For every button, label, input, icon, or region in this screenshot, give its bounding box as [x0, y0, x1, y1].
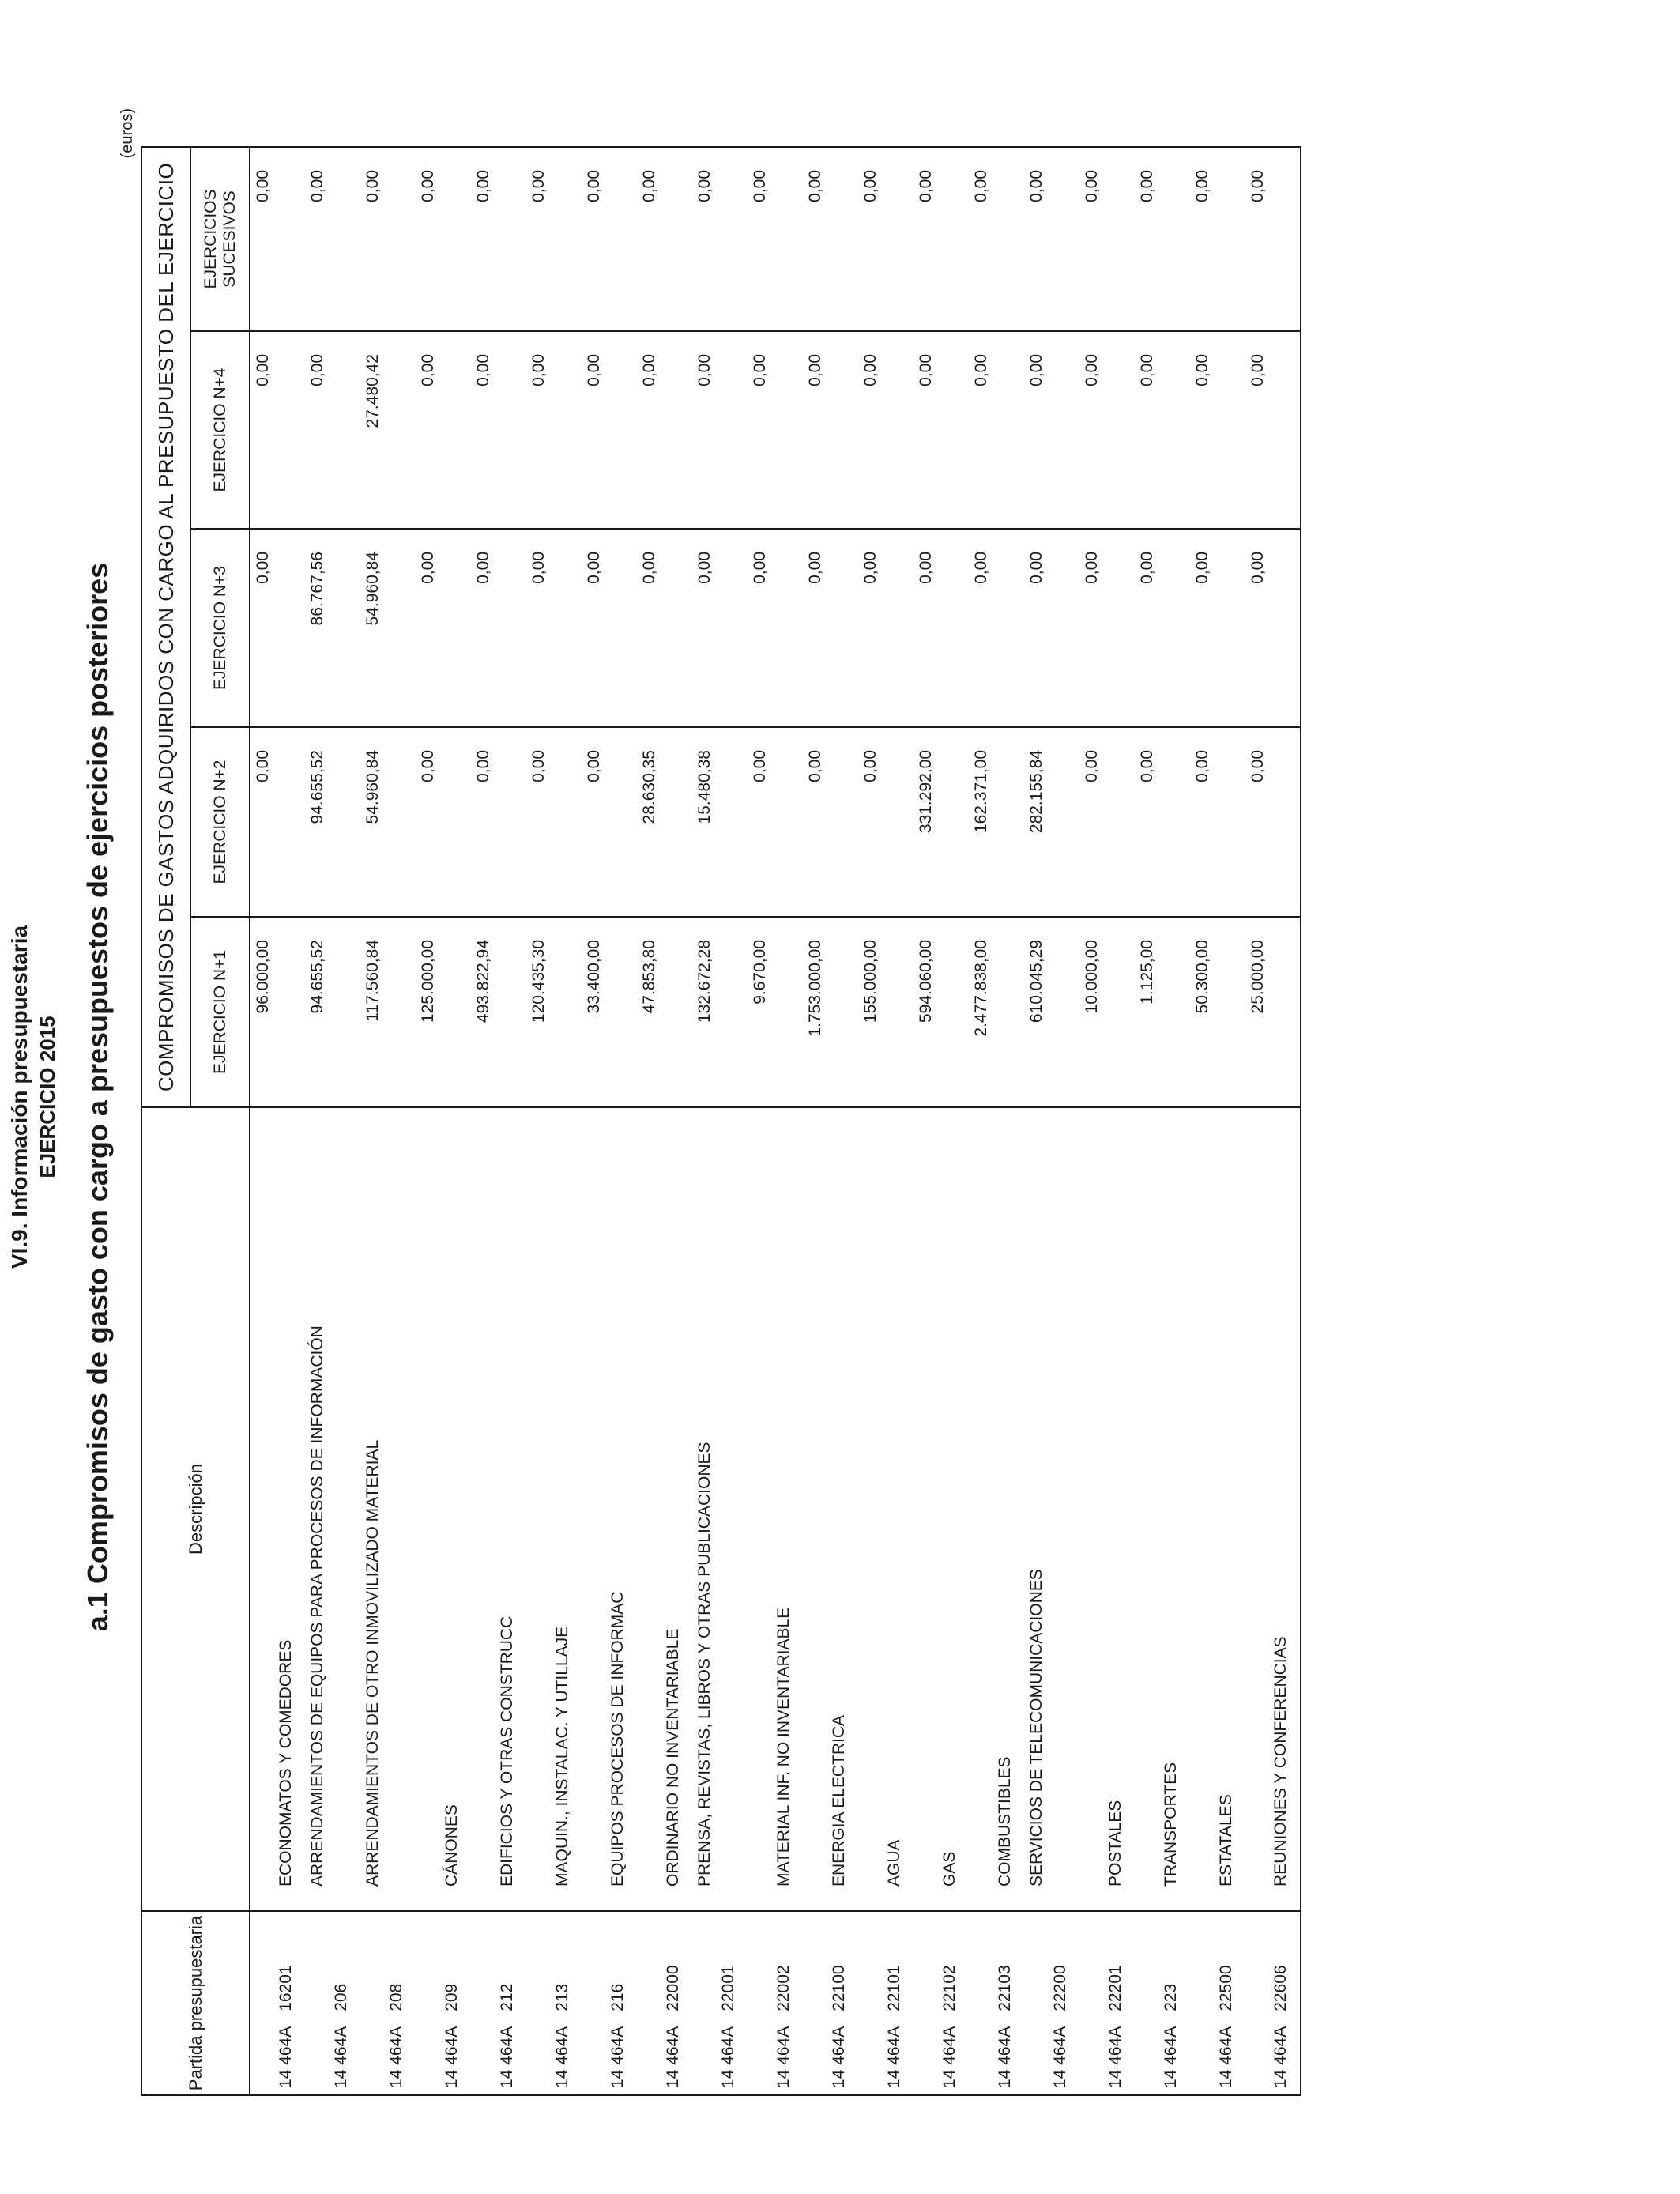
value-sucesivos: 0,00: [416, 147, 471, 331]
value-n2: 0,00: [471, 727, 526, 917]
partida-cell: [1079, 1911, 1135, 2095]
descripcion-cell: EQUIPOS PROCESOS DE INFORMAC: [582, 1107, 637, 1911]
header-ejercicio-n1: EJERCICIO N+1: [190, 917, 250, 1107]
value-n1: 94.655,52: [305, 917, 360, 1107]
descripcion-cell: ECONOMATOS Y COMEDORES: [250, 1107, 305, 1911]
partida-section: 14: [277, 2069, 295, 2088]
value-n4: 0,00: [1135, 331, 1190, 529]
table-row: [748, 147, 803, 2095]
partida-section: 14: [1271, 2069, 1290, 2088]
value-n1: 610.045,29: [1024, 917, 1079, 1107]
table-row: [526, 147, 582, 2095]
partida-cell: [692, 1911, 748, 2095]
partida-section: 14: [719, 2069, 737, 2088]
partida-cell: [637, 1911, 692, 2095]
value-n3: 0,00: [1245, 529, 1301, 727]
value-n2: 331.292,00: [913, 727, 969, 917]
descripcion-cell: MAQUIN., INSTALAC. Y UTILLAJE: [526, 1107, 582, 1911]
value-n1: 155.000,00: [858, 917, 913, 1107]
header-sucesivos-line1: EJERCICIOS: [201, 189, 220, 289]
partida-subconcept: 22606: [1271, 1965, 1290, 2011]
value-n1: 33.400,00: [582, 917, 637, 1107]
value-sucesivos: 0,00: [471, 147, 526, 331]
table-body: [250, 147, 1301, 2095]
table-title: a.1 Compromisos de gasto con cargo a presupuestos de ejercicios posteriores: [81, 562, 114, 1632]
value-n4: 0,00: [748, 331, 803, 529]
value-sucesivos: 0,00: [1135, 147, 1190, 331]
value-n1: 125.000,00: [416, 917, 471, 1107]
partida-section: 14: [940, 2069, 959, 2088]
table-row: [1245, 147, 1301, 2095]
value-n3: 0,00: [1024, 529, 1079, 727]
partida-section: 14: [774, 2069, 793, 2088]
descripcion-cell: ARRENDAMIENTOS DE OTRO INMOVILIZADO MATERIAL: [360, 1107, 416, 1911]
value-sucesivos: 0,00: [1024, 147, 1079, 331]
descripcion-cell: TRANSPORTES: [1135, 1107, 1190, 1911]
value-n2: 0,00: [1245, 727, 1301, 917]
value-n3: 86.767,56: [305, 529, 360, 727]
partida-program: 464A: [719, 2026, 737, 2065]
value-n2: 0,00: [416, 727, 471, 917]
value-n3: 54.960,84: [360, 529, 416, 727]
value-n2: 0,00: [582, 727, 637, 917]
partida-program: 464A: [387, 2026, 405, 2065]
value-n2: 162.371,00: [969, 727, 1024, 917]
value-n3: 0,00: [803, 529, 858, 727]
value-n2: 0,00: [526, 727, 582, 917]
value-n1: 9.670,00: [748, 917, 803, 1107]
value-sucesivos: 0,00: [1079, 147, 1135, 331]
value-n4: 0,00: [913, 331, 969, 529]
header-partida: Partida presupuestaria: [141, 1911, 250, 2095]
descripcion-cell: MATERIAL INF. NO INVENTARIABLE: [748, 1107, 803, 1911]
value-n3: 0,00: [858, 529, 913, 727]
partida-section: 14: [332, 2069, 350, 2088]
value-sucesivos: 0,00: [305, 147, 360, 331]
descripcion-cell: EDIFICIOS Y OTRAS CONSTRUCC: [471, 1107, 526, 1911]
commitments-table: [141, 146, 1301, 2096]
header-descripcion: Descripción: [141, 1107, 250, 1911]
value-n1: 594.060,00: [913, 917, 969, 1107]
value-sucesivos: 0,00: [803, 147, 858, 331]
value-sucesivos: 0,00: [1190, 147, 1245, 331]
descripcion-cell: PRENSA, REVISTAS, LIBROS Y OTRAS PUBLICACIONES: [692, 1107, 748, 1911]
partida-program: 464A: [443, 2026, 461, 2065]
value-n4: 0,00: [692, 331, 748, 529]
header-ejercicio-n3: EJERCICIO N+3: [190, 529, 250, 727]
value-n4: 0,00: [858, 331, 913, 529]
value-n3: 0,00: [526, 529, 582, 727]
partida-program: 464A: [830, 2026, 848, 2065]
partida-program: 464A: [940, 2026, 959, 2065]
partida-subconcept: 212: [498, 1983, 516, 2011]
partida-subconcept: 216: [608, 1983, 627, 2011]
partida-program: 464A: [277, 2026, 295, 2065]
partida-program: 464A: [885, 2026, 903, 2065]
value-n3: 0,00: [637, 529, 692, 727]
value-n2: 0,00: [1190, 727, 1245, 917]
partida-subconcept: 206: [332, 1983, 350, 2011]
partida-cell: [416, 1911, 471, 2095]
descripcion-cell: ENERGIA ELECTRICA: [803, 1107, 858, 1911]
table-row: [858, 147, 913, 2095]
value-n2: 0,00: [803, 727, 858, 917]
header-ejercicios-sucesivos: [190, 147, 250, 331]
table-row: [360, 147, 416, 2095]
value-sucesivos: 0,00: [360, 147, 416, 331]
value-n2: 0,00: [858, 727, 913, 917]
partida-subconcept: 223: [1162, 1983, 1180, 2011]
value-n2: 28.630,35: [637, 727, 692, 917]
partida-subconcept: 22201: [1106, 1965, 1124, 2011]
value-sucesivos: 0,00: [969, 147, 1024, 331]
value-n1: 1.125,00: [1135, 917, 1190, 1107]
partida-cell: [969, 1911, 1024, 2095]
table-row: [1024, 147, 1079, 2095]
partida-program: 464A: [498, 2026, 516, 2065]
table-row: [1079, 147, 1135, 2095]
value-n1: 96.000,00: [250, 917, 305, 1107]
header-compromisos-group: COMPROMISOS DE GASTOS ADQUIRIDOS CON CARGO AL PRESUPUESTO DEL EJERCICIO: [141, 147, 190, 1107]
value-sucesivos: 0,00: [1245, 147, 1301, 331]
value-n3: 0,00: [1190, 529, 1245, 727]
table-row: [913, 147, 969, 2095]
partida-section: 14: [443, 2069, 461, 2088]
partida-program: 464A: [1217, 2026, 1235, 2065]
table-row: [1190, 147, 1245, 2095]
value-n4: 0,00: [1245, 331, 1301, 529]
value-n1: 10.000,00: [1079, 917, 1135, 1107]
partida-section: 14: [387, 2069, 405, 2088]
header-ejercicio-n4: EJERCICIO N+4: [190, 331, 250, 529]
partida-cell: [360, 1911, 416, 2095]
descripcion-cell: COMBUSTIBLES: [969, 1107, 1024, 1911]
value-n2: 0,00: [1079, 727, 1135, 917]
value-n3: 0,00: [1079, 529, 1135, 727]
partida-section: 14: [830, 2069, 848, 2088]
value-sucesivos: 0,00: [250, 147, 305, 331]
value-n1: 1.753.000,00: [803, 917, 858, 1107]
table-row: [305, 147, 360, 2095]
value-n2: 0,00: [1135, 727, 1190, 917]
value-n3: 0,00: [416, 529, 471, 727]
value-n4: 27.480,42: [360, 331, 416, 529]
partida-program: 464A: [553, 2026, 571, 2065]
partida-cell: [250, 1911, 305, 2095]
descripcion-cell: GAS: [913, 1107, 969, 1911]
partida-subconcept: 22002: [774, 1965, 793, 2011]
header-ejercicio-n2: EJERCICIO N+2: [190, 727, 250, 917]
partida-program: 464A: [664, 2026, 682, 2065]
partida-program: 464A: [332, 2026, 350, 2065]
value-n2: 15.480,38: [692, 727, 748, 917]
descripcion-cell: AGUA: [858, 1107, 913, 1911]
descripcion-cell: ORDINARIO NO INVENTARIABLE: [637, 1107, 692, 1911]
partida-subconcept: 22100: [830, 1965, 848, 2011]
value-n3: 0,00: [692, 529, 748, 727]
units-label: (euros): [119, 108, 136, 159]
value-n1: 47.853,80: [637, 917, 692, 1107]
descripcion-cell: POSTALES: [1079, 1107, 1135, 1911]
value-n4: 0,00: [637, 331, 692, 529]
value-sucesivos: 0,00: [858, 147, 913, 331]
value-n4: 0,00: [1024, 331, 1079, 529]
value-n4: 0,00: [416, 331, 471, 529]
partida-section: 14: [664, 2069, 682, 2088]
partida-cell: [1024, 1911, 1079, 2095]
value-sucesivos: 0,00: [582, 147, 637, 331]
value-n4: 0,00: [250, 331, 305, 529]
value-n4: 0,00: [1190, 331, 1245, 529]
value-n3: 0,00: [748, 529, 803, 727]
value-n4: 0,00: [305, 331, 360, 529]
partida-section: 14: [608, 2069, 627, 2088]
value-n3: 0,00: [582, 529, 637, 727]
value-n2: 282.155,84: [1024, 727, 1079, 917]
descripcion-cell: ARRENDAMIENTOS DE EQUIPOS PARA PROCESOS DE INFORMACIÓN: [305, 1107, 360, 1911]
value-n1: 132.672,28: [692, 917, 748, 1107]
partida-cell: [582, 1911, 637, 2095]
table-row: [1135, 147, 1190, 2095]
table-row: [969, 147, 1024, 2095]
value-n1: 2.477.838,00: [969, 917, 1024, 1107]
partida-program: 464A: [608, 2026, 627, 2065]
partida-cell: [748, 1911, 803, 2095]
partida-cell: [913, 1911, 969, 2095]
value-sucesivos: 0,00: [526, 147, 582, 331]
value-n1: 25.000,00: [1245, 917, 1301, 1107]
value-n2: 0,00: [250, 727, 305, 917]
value-n3: 0,00: [250, 529, 305, 727]
partida-section: 14: [996, 2069, 1014, 2088]
partida-program: 464A: [1106, 2026, 1124, 2065]
value-n1: 50.300,00: [1190, 917, 1245, 1107]
partida-section: 14: [498, 2069, 516, 2088]
partida-subconcept: 208: [387, 1983, 405, 2011]
header-sucesivos-line2: SUCESIVOS: [220, 190, 239, 288]
value-n1: 120.435,30: [526, 917, 582, 1107]
partida-program: 464A: [1051, 2026, 1069, 2065]
value-n1: 117.560,84: [360, 917, 416, 1107]
value-n4: 0,00: [1079, 331, 1135, 529]
partida-cell: [305, 1911, 360, 2095]
partida-section: 14: [1217, 2069, 1235, 2088]
value-sucesivos: 0,00: [913, 147, 969, 331]
partida-section: 14: [1051, 2069, 1069, 2088]
partida-program: 464A: [774, 2026, 793, 2065]
partida-program: 464A: [996, 2026, 1014, 2065]
value-n2: 94.655,52: [305, 727, 360, 917]
value-sucesivos: 0,00: [692, 147, 748, 331]
table-row: [637, 147, 692, 2095]
partida-section: 14: [1162, 2069, 1180, 2088]
value-n4: 0,00: [803, 331, 858, 529]
value-n4: 0,00: [969, 331, 1024, 529]
partida-section: 14: [885, 2069, 903, 2088]
descripcion-cell: SERVICIOS DE TELECOMUNICACIONES: [1024, 1107, 1079, 1911]
value-n1: 493.822,94: [471, 917, 526, 1107]
partida-section: 14: [1106, 2069, 1124, 2088]
table-row: [471, 147, 526, 2095]
partida-subconcept: 22000: [664, 1965, 682, 2011]
partida-subconcept: 16201: [277, 1965, 295, 2011]
value-n3: 0,00: [969, 529, 1024, 727]
partida-subconcept: 22103: [996, 1965, 1014, 2011]
value-n4: 0,00: [582, 331, 637, 529]
value-sucesivos: 0,00: [748, 147, 803, 331]
partida-subconcept: 213: [553, 1983, 571, 2011]
value-n2: 54.960,84: [360, 727, 416, 917]
value-n3: 0,00: [471, 529, 526, 727]
value-n3: 0,00: [1135, 529, 1190, 727]
partida-subconcept: 22101: [885, 1965, 903, 2011]
table-row: [803, 147, 858, 2095]
partida-cell: [1245, 1911, 1301, 2095]
descripcion-cell: ESTATALES: [1190, 1107, 1245, 1911]
value-n4: 0,00: [471, 331, 526, 529]
value-n2: 0,00: [748, 727, 803, 917]
table-row: [416, 147, 471, 2095]
value-n3: 0,00: [913, 529, 969, 727]
partida-subconcept: 22200: [1051, 1965, 1069, 2011]
partida-cell: [1135, 1911, 1190, 2095]
partida-program: 464A: [1162, 2026, 1180, 2065]
table-row: [582, 147, 637, 2095]
table-row: [250, 147, 305, 2095]
partida-cell: [526, 1911, 582, 2095]
partida-subconcept: 209: [443, 1983, 461, 2011]
partida-cell: [858, 1911, 913, 2095]
descripcion-cell: REUNIONES Y CONFERENCIAS: [1245, 1107, 1301, 1911]
partida-cell: [471, 1911, 526, 2095]
partida-cell: [803, 1911, 858, 2095]
partida-subconcept: 22102: [940, 1965, 959, 2011]
year-title: EJERCICIO 2015: [36, 1016, 59, 1178]
value-n4: 0,00: [526, 331, 582, 529]
partida-subconcept: 22001: [719, 1965, 737, 2011]
section-title: VI.9. Información presupuestaria: [7, 925, 32, 1269]
table-row: [692, 147, 748, 2095]
partida-subconcept: 22500: [1217, 1965, 1235, 2011]
value-sucesivos: 0,00: [637, 147, 692, 331]
partida-cell: [1190, 1911, 1245, 2095]
partida-section: 14: [553, 2069, 571, 2088]
descripcion-cell: CÁNONES: [416, 1107, 471, 1911]
partida-program: 464A: [1271, 2026, 1290, 2065]
